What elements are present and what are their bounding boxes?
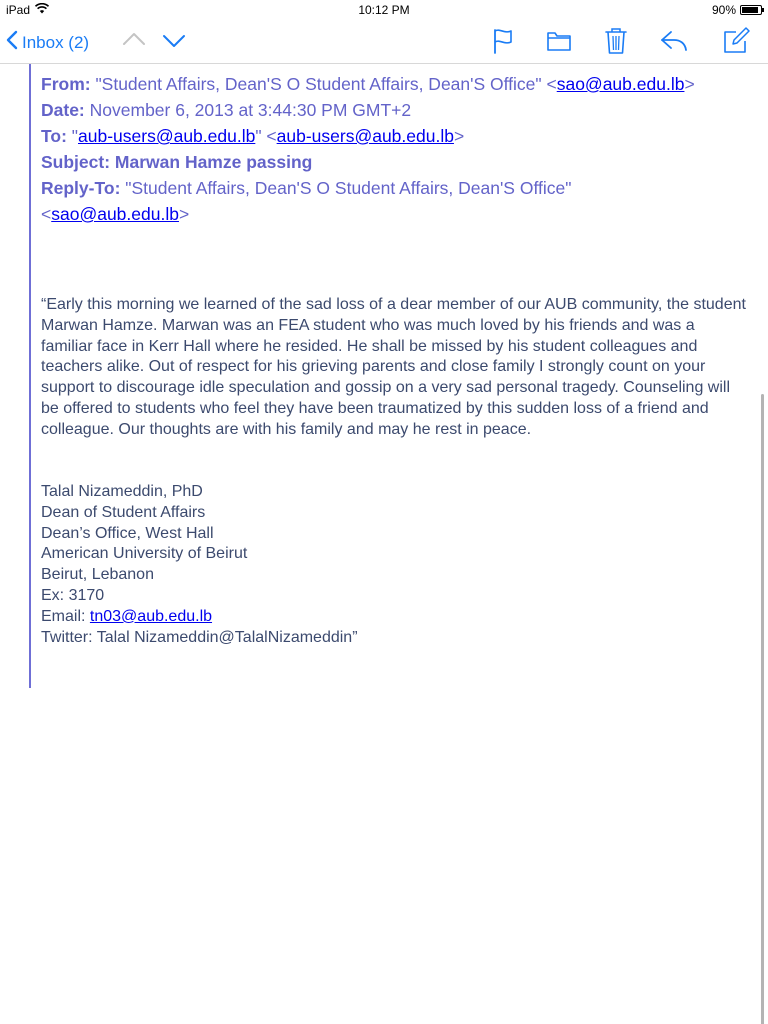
folder-icon: [546, 30, 572, 52]
status-bar: [0, 0, 768, 20]
chevron-down-icon: [162, 34, 186, 48]
chevron-up-icon: [122, 32, 146, 46]
trash-icon: [605, 27, 627, 55]
from-email-link[interactable]: sao@aub.edu.lb: [556, 74, 685, 94]
from-name: "Student Affairs, Dean'S O Student Affairs, Dean'S Office": [95, 74, 542, 94]
subject-row: [41, 149, 751, 175]
message-body: “Early this morning we learned of the sad loss of a dear member of our AUB community, the student Marwan Hamze. Marwan was an FEA student who was much loved by his friends and was a familiar face in Kerr Hall where he resided. He shall be missed by his student colleagues and teachers alike. Out of respect for his grieving parents and close family I strongly count on your support to discourage idle speculation and gossip on a very sad personal tragedy. Counseling will be offered to students who feel they have been traumatized by this sudden loss of a friend and colleague. Our thoughts are with his family and may he rest in peace.: [41, 296, 746, 438]
mail-toolbar: [0, 20, 768, 64]
signature-block: [41, 482, 641, 648]
from-label: From:: [41, 74, 91, 94]
message-view[interactable]: [0, 64, 768, 1024]
from-row: From: "Student Affairs, Dean'S O Student Affairs, Dean'S Office" <sao@aub.edu.lb>: [41, 74, 695, 94]
reply-to-row: [41, 175, 751, 201]
reply-button[interactable]: [660, 30, 688, 52]
subject-label: Subject:: [41, 152, 111, 172]
battery-percent: 90%: [711, 3, 736, 17]
message-headers: [41, 71, 751, 227]
move-to-folder-button[interactable]: [546, 30, 572, 52]
battery-fill: [742, 7, 758, 13]
quote-bar: [29, 64, 31, 688]
signature-ext: Ex: 3170: [41, 586, 105, 604]
to-name-link[interactable]: aub-users@aub.edu.lb: [78, 126, 256, 146]
delete-button[interactable]: [605, 27, 627, 55]
status-time: 10:12 PM: [358, 3, 410, 17]
compose-icon: [722, 27, 750, 55]
reply-to-email-link[interactable]: sao@aub.edu.lb: [51, 204, 179, 224]
device-name: iPad: [6, 3, 31, 17]
signature-name: Talal Nizameddin, PhD: [41, 483, 203, 500]
signature-email-row: [41, 607, 641, 628]
to-row: To: "aub-users@aub.edu.lb" <aub-users@aub.edu.lb>: [41, 126, 465, 146]
back-to-inbox-button[interactable]: [6, 30, 89, 55]
previous-message-button[interactable]: [122, 32, 146, 46]
signature-university: American University of Beirut: [41, 545, 248, 563]
back-label: Inbox (2): [22, 32, 90, 52]
status-right: [712, 3, 762, 17]
signature-email-label: Email:: [41, 607, 90, 625]
flag-button[interactable]: [492, 28, 514, 54]
reply-to-name: "Student Affairs, Dean'S O Student Affairs, Dean'S Office": [125, 178, 572, 198]
date-row: [41, 97, 751, 123]
scroll-indicator[interactable]: [761, 394, 764, 1024]
signature-location: Beirut, Lebanon: [41, 566, 154, 584]
signature-office: Dean’s Office, West Hall: [41, 524, 214, 542]
signature-twitter: Twitter: Talal Nizameddin@TalalNizameddin”: [41, 628, 358, 646]
signature-title: Dean of Student Affairs: [41, 503, 206, 521]
date-value: November 6, 2013 at 3:44:30 PM GMT+2: [89, 100, 412, 120]
signature-email-link[interactable]: tn03@aub.edu.lb: [89, 607, 213, 625]
reply-icon: [660, 30, 688, 52]
battery-icon: [740, 5, 762, 15]
compose-button[interactable]: [722, 27, 750, 55]
chevron-left-icon: [6, 30, 18, 55]
to-email-link[interactable]: aub-users@aub.edu.lb: [276, 126, 454, 146]
next-message-button[interactable]: [162, 34, 186, 48]
flag-icon: [492, 28, 514, 54]
reply-to-email-row: <sao@aub.edu.lb>: [41, 204, 190, 224]
subject-value: Marwan Hamze passing: [114, 152, 313, 172]
reply-to-label: Reply-To:: [41, 178, 121, 198]
date-label: Date:: [41, 100, 85, 120]
to-label: To:: [41, 126, 67, 146]
